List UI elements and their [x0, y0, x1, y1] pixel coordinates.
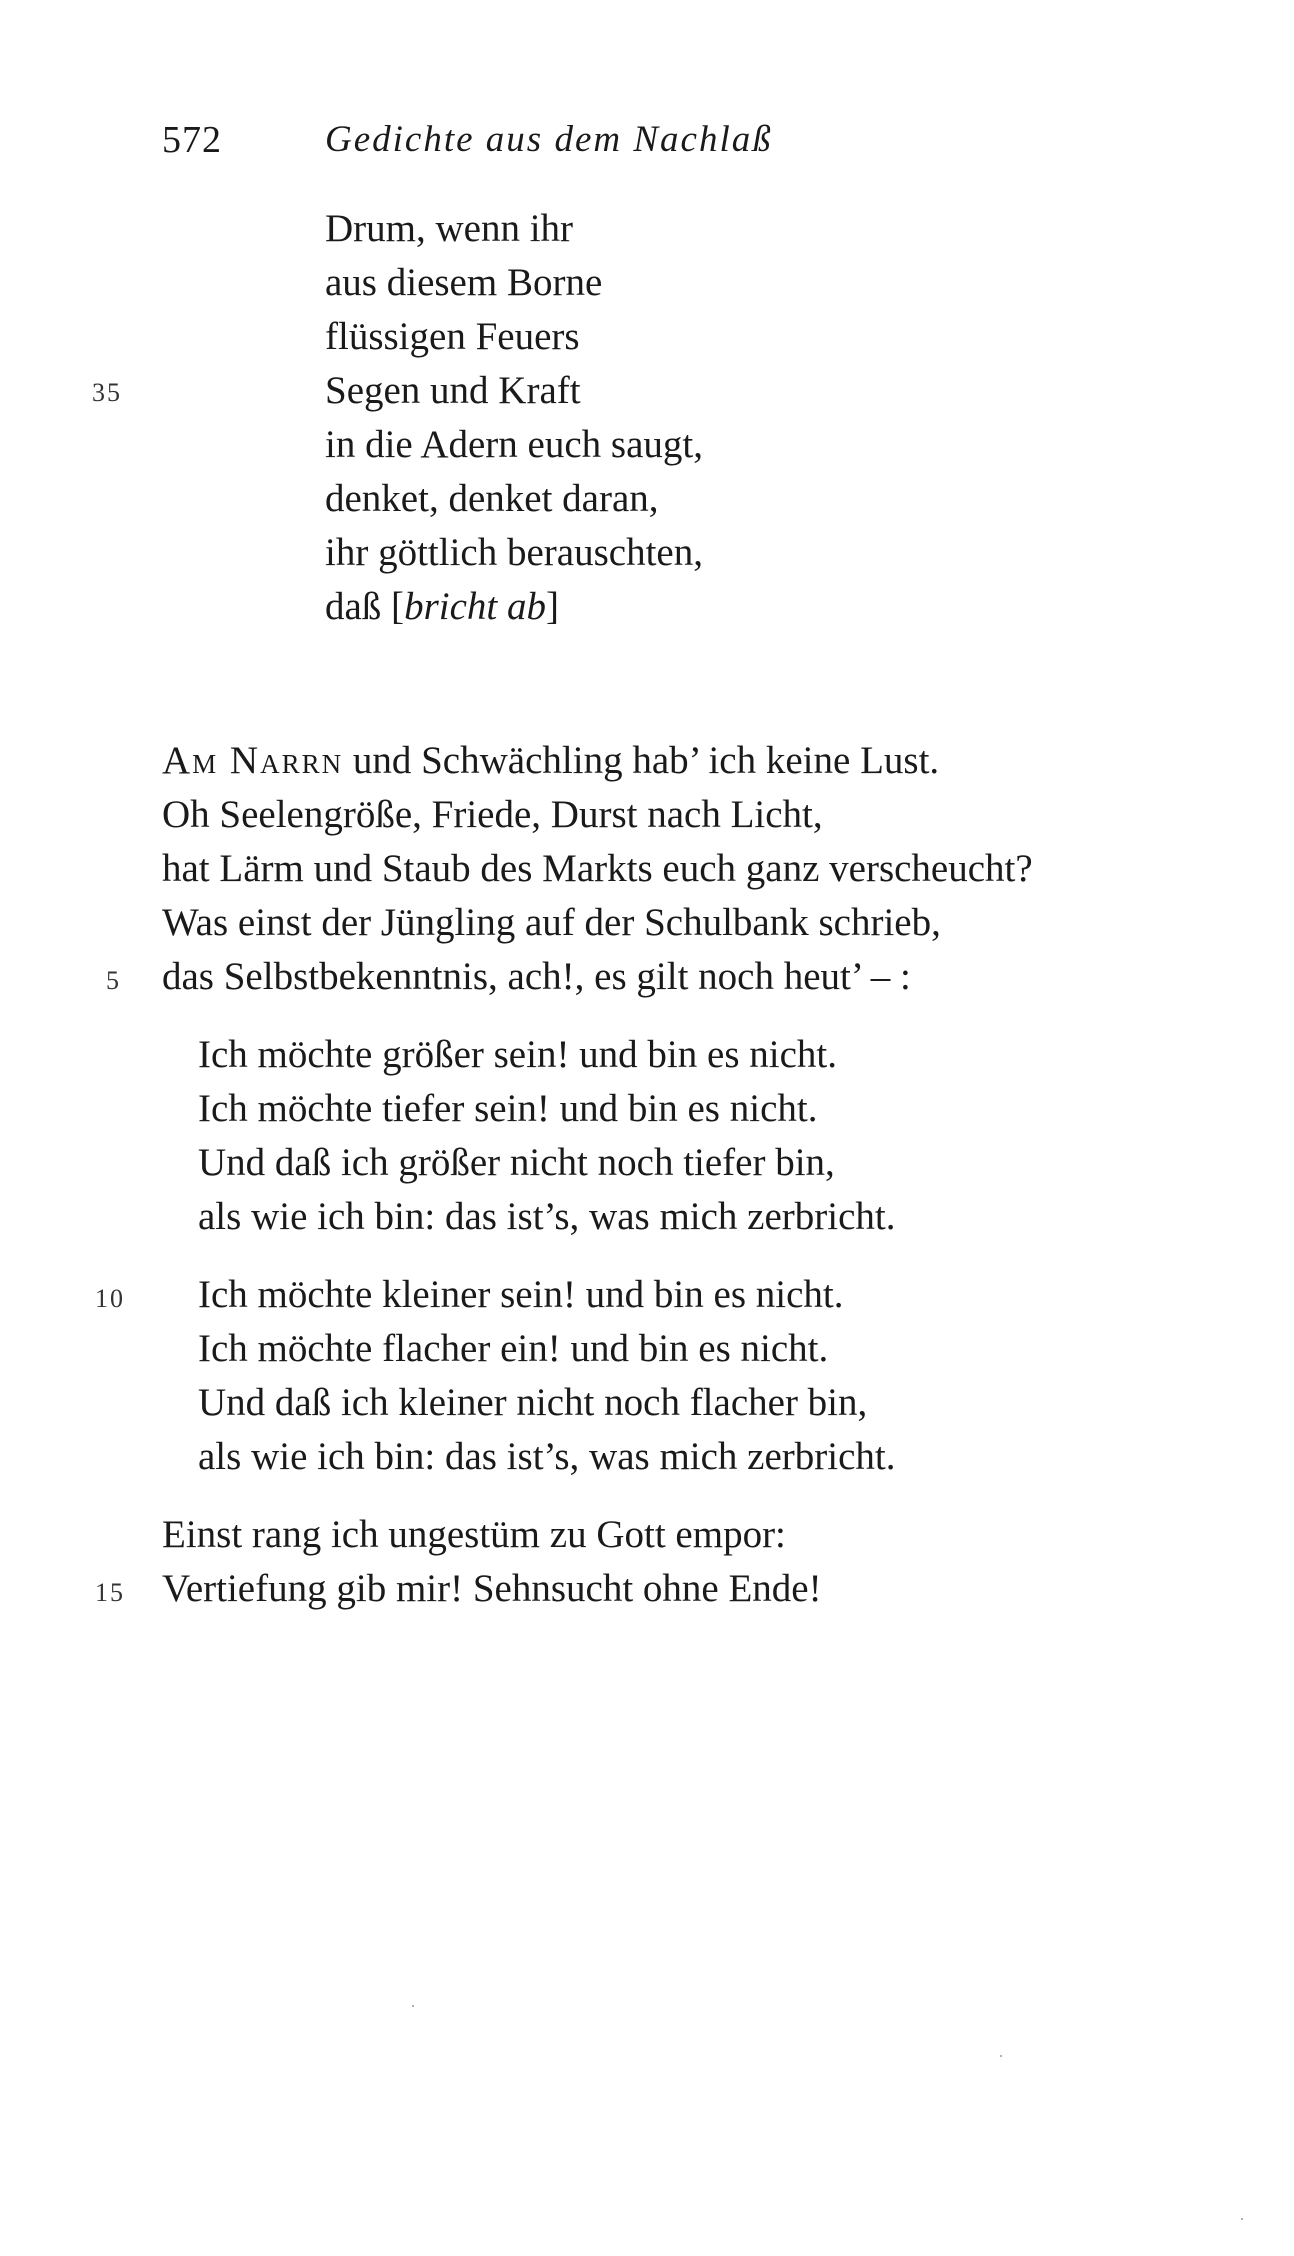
page-number: 572 [162, 119, 222, 161]
editorial-note: bricht ab [404, 585, 546, 628]
verse-text: und Schwächling hab’ ich keine Lust. [343, 739, 940, 782]
page-header [0, 118, 1294, 168]
verse-line: Und daß ich größer nicht noch tiefer bin, [198, 1141, 835, 1184]
verse-line: das Selbstbekenntnis, ach!, es gilt noch heut’ – : [162, 955, 911, 998]
verse-line: denket, denket daran, [325, 477, 659, 520]
verse-line: Ich möchte tiefer sein! und bin es nicht. [198, 1087, 818, 1130]
verse-line: flüssigen Feuers [325, 315, 580, 358]
verse-text: ] [545, 585, 559, 628]
scan-speck [1000, 2055, 1002, 2057]
line-number: 5 [106, 966, 121, 995]
verse-line: Und daß ich kleiner nicht noch flacher bin, [198, 1381, 868, 1424]
line-number: 15 [95, 1578, 125, 1607]
running-title: Gedichte aus dem Nachlaß [325, 119, 773, 160]
verse-line: Ich möchte größer sein! und bin es nicht. [198, 1033, 837, 1076]
verse-line: Drum, wenn ihr [325, 207, 574, 250]
verse-line: in die Adern euch saugt, [325, 423, 703, 466]
incipit-smallcaps: Am Narrn [162, 739, 344, 782]
verse-line-final [325, 582, 559, 632]
verse-line: ihr göttlich berauschten, [325, 531, 703, 574]
verse-line-first [162, 736, 939, 786]
verse-text: daß [ [325, 585, 405, 628]
verse-line: aus diesem Borne [325, 261, 603, 304]
verse-line: Was einst der Jüngling auf der Schulbank schrieb, [162, 901, 941, 944]
verse-line: als wie ich bin: das ist’s, was mich zerbricht. [198, 1435, 896, 1478]
scan-speck [412, 2005, 414, 2007]
verse-line: Einst rang ich ungestüm zu Gott empor: [162, 1513, 786, 1556]
verse-line: Ich möchte kleiner sein! und bin es nicht. [198, 1273, 844, 1316]
line-number: 35 [92, 378, 122, 407]
verse-line: Oh Seelengröße, Friede, Durst nach Licht, [162, 793, 823, 836]
verse-line: Ich möchte flacher ein! und bin es nicht. [198, 1327, 829, 1370]
line-number: 10 [95, 1284, 125, 1313]
verse-line: als wie ich bin: das ist’s, was mich zerbricht. [198, 1195, 896, 1238]
verse-line: Vertiefung gib mir! Sehnsucht ohne Ende! [162, 1567, 822, 1610]
verse-line: hat Lärm und Staub des Markts euch ganz verscheucht? [162, 847, 1033, 890]
verse-line: Segen und Kraft [325, 369, 581, 412]
scan-speck [1241, 2218, 1243, 2220]
